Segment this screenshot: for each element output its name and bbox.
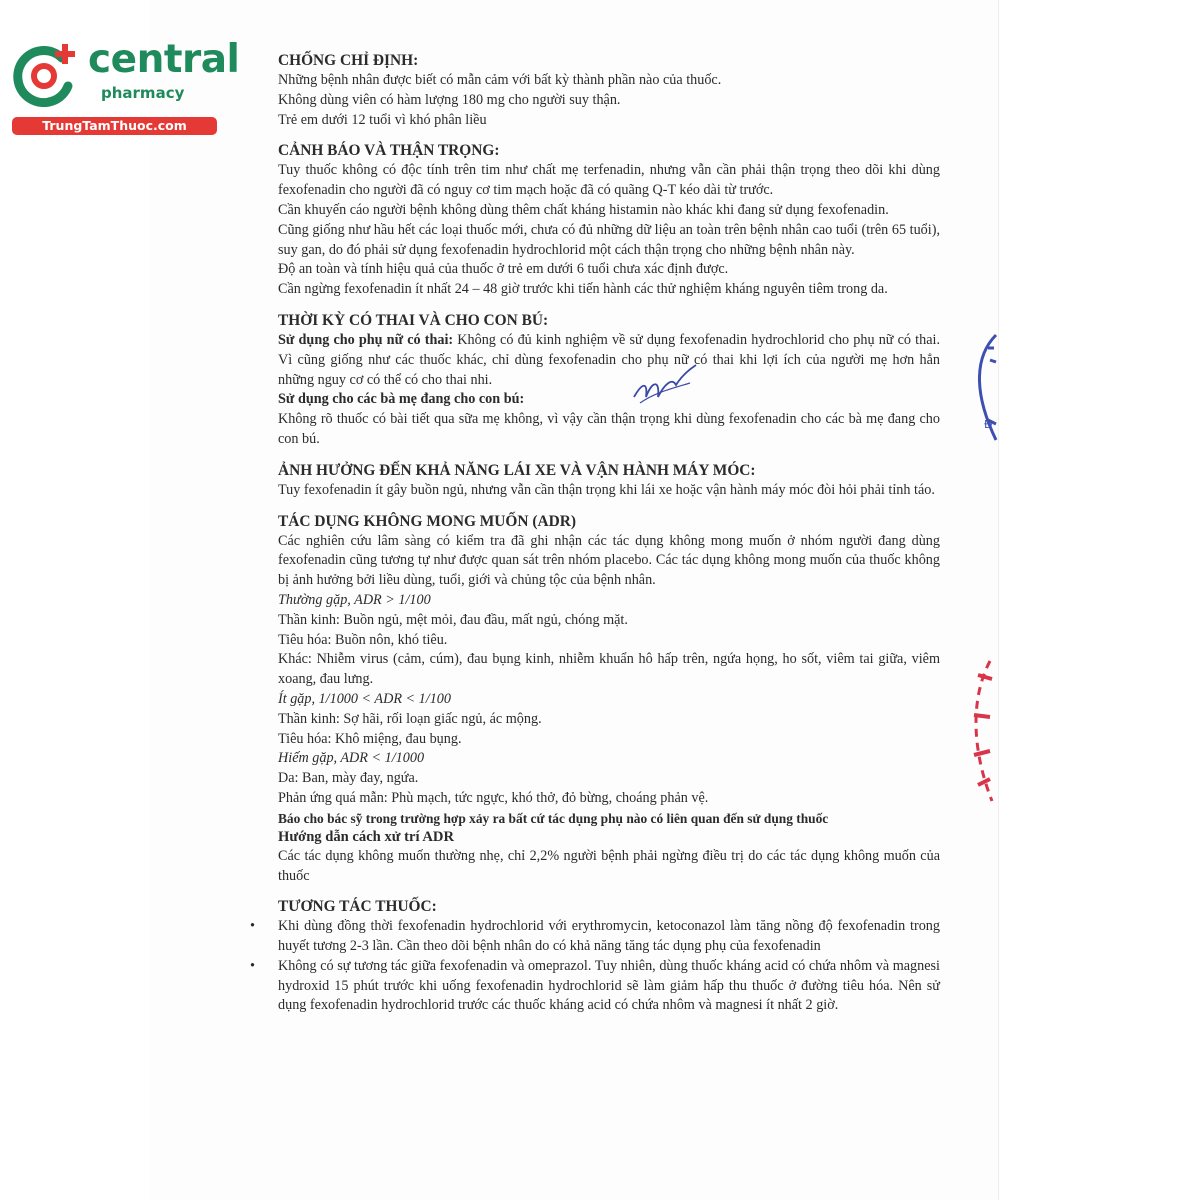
list-item bbox=[250, 957, 940, 1016]
brand-url[interactable]: TrungTamThuoc.com bbox=[12, 117, 217, 135]
interactions-list bbox=[250, 917, 940, 1016]
adr-item: Thần kinh: Buồn ngủ, mệt mỏi, đau đầu, mất ngủ, chóng mặt. bbox=[278, 611, 628, 628]
adr-management-heading: Hướng dẫn cách xử trí ADR bbox=[278, 828, 455, 845]
pregnancy-paragraph bbox=[278, 331, 940, 390]
brand-subtitle: pharmacy bbox=[101, 84, 185, 102]
adr-uncommon-label: Ít gặp, 1/1000 < ADR < 1/100 bbox=[278, 690, 451, 707]
contraindication-line: Những bệnh nhân được biết có mẫn cảm với bất kỳ thành phần nào của thuốc. bbox=[278, 72, 722, 88]
adr-item: Khác: Nhiễm virus (cảm, cúm), đau bụng kinh, nhiễm khuẩn hô hấp trên, ngứa họng, ho sốt, viêm tai giữa, viêm xoang, đau lưng. bbox=[278, 651, 940, 688]
adr-item: Thần kinh: Sợ hãi, rối loạn giấc ngủ, ác mộng. bbox=[278, 710, 542, 727]
adr-item: Tiêu hóa: Buồn nôn, khó tiêu. bbox=[278, 631, 448, 648]
bullet-icon: • bbox=[250, 918, 255, 935]
pregnancy-subheading: Sử dụng cho phụ nữ có thai: bbox=[278, 331, 454, 348]
adr-intro: Các nghiên cứu lâm sàng có kiểm tra đã ghi nhận các tác dụng không mong muốn ở nhóm người đang dùng fexofenadin cũng tương tự như được quan sát trên nhóm placebo. Các tác dụng không mong muốn của thuốc không bị ảnh hưởng bởi liều dùng, tuổi, giới và chủng tộc của bệnh nhân. bbox=[278, 532, 940, 589]
warning-paragraph: Độ an toàn và tính hiệu quả của thuốc ở trẻ em dưới 6 tuổi chưa xác định được. bbox=[278, 261, 729, 278]
driving-heading: ẢNH HƯỞNG ĐẾN KHẢ NĂNG LÁI XE VÀ VẬN HÀNH MÁY MÓC: bbox=[278, 461, 756, 479]
pregnancy-heading: THỜI KỲ CÓ THAI VÀ CHO CON BÚ: bbox=[278, 311, 549, 329]
pregnancy-text: Không có đủ kinh nghiệm về sử dụng fexofenadin hydrochlorid cho phụ nữ có thai. Vì cũng giống như các thuốc khác, chỉ dùng fexofenadin cho phụ nữ có thai khi lợi ích của người mẹ hơn hẳn những nguy cơ có thể có cho thai nhi. bbox=[278, 331, 940, 388]
document-body bbox=[250, 50, 940, 1016]
warning-paragraph: Tuy thuốc không có độc tính trên tim như chất mẹ terfenadin, nhưng vẫn cần phải thận trọng theo dõi khi dùng fexofenadin cho người đã có nguy cơ tim mạch hoặc đã có quãng Q-T kéo dài từ trước. bbox=[278, 162, 940, 199]
breastfeeding-text: Không rõ thuốc có bài tiết qua sữa mẹ không, vì vậy cần thận trọng khi dùng fexofenadin cho các bà mẹ đang cho con bú. bbox=[278, 411, 940, 447]
contraindication-line: Trẻ em dưới 12 tuổi vì khó phân liều bbox=[278, 111, 487, 128]
warnings-heading: CẢNH BÁO VÀ THẬN TRỌNG: bbox=[278, 142, 500, 160]
interactions-heading: TƯƠNG TÁC THUỐC: bbox=[278, 898, 437, 916]
adr-notice: Báo cho bác sỹ trong trường hợp xảy ra bất cứ tác dụng phụ nào có liên quan đến sử dụng thuốc bbox=[278, 810, 829, 826]
brand-name: central bbox=[88, 37, 240, 82]
adr-item: Phản ứng quá mẫn: Phù mạch, tức ngực, khó thở, đỏ bừng, choáng phản vệ. bbox=[278, 789, 709, 806]
central-pharmacy-logo[interactable] bbox=[10, 36, 240, 136]
adr-management-text: Các tác dụng không muốn thường nhẹ, chỉ 2,2% người bệnh phải ngừng điều trị do các tác dụng không muốn của thuốc bbox=[278, 847, 940, 884]
adr-item: Da: Ban, mày đay, ngứa. bbox=[278, 770, 419, 787]
interaction-text: Không có sự tương tác giữa fexofenadin và omeprazol. Tuy nhiên, dùng thuốc kháng acid có chứa nhôm và magnesi hydroxid 15 phút trước khi uống fexofenadin hydrochlorid sẽ làm giảm hấp thu thuốc ở đường tiêu hóa. Nên sử dụng fexofenadin hydrochlorid trước các thuốc kháng acid có chứa nhôm và magnesi ít nhất 2 giờ. bbox=[278, 957, 940, 1014]
adr-heading: TÁC DỤNG KHÔNG MONG MUỐN (ADR) bbox=[278, 512, 576, 530]
warning-paragraph: Cần khuyến cáo người bệnh không dùng thêm chất kháng histamin nào khác khi đang sử dụng fexofenadin. bbox=[278, 201, 889, 218]
adr-rare-label: Hiếm gặp, ADR < 1/1000 bbox=[278, 750, 425, 767]
adr-common-label: Thường gặp, ADR > 1/100 bbox=[278, 591, 431, 608]
contraindication-line: Không dùng viên có hàm lượng 180 mg cho người suy thận. bbox=[278, 91, 621, 108]
driving-text: Tuy fexofenadin ít gây buồn ngủ, nhưng vẫn cần thận trọng khi lái xe hoặc vận hành máy móc đòi hỏi phải tỉnh táo. bbox=[278, 481, 935, 498]
list-item bbox=[250, 917, 940, 957]
bullet-icon: • bbox=[250, 957, 255, 974]
warning-paragraph: Cần ngừng fexofenadin ít nhất 24 – 48 giờ trước khi tiến hành các thử nghiệm kháng nguyên tiêm trong da. bbox=[278, 281, 888, 298]
pharmacy-cross-icon bbox=[10, 40, 80, 110]
stamp-fragment-red bbox=[964, 655, 1000, 805]
adr-item: Tiêu hóa: Khô miệng, đau bụng. bbox=[278, 730, 462, 747]
svg-text:Đ: Đ bbox=[984, 418, 993, 431]
warning-paragraph: Cũng giống như hầu hết các loại thuốc mới, chưa có đủ những dữ liệu an toàn trên bệnh nhân cao tuổi (trên 65 tuổi), suy gan, do đó phải sử dụng fexofenadin hydrochlorid một cách thận trọng cho những bệnh nhân này. bbox=[278, 221, 940, 258]
stamp-fragment-blue bbox=[966, 330, 1000, 445]
interaction-text: Khi dùng đồng thời fexofenadin hydrochlorid với erythromycin, ketoconazol làm tăng nồng độ fexofenadin trong huyết tương 2-3 lần. Cần theo dõi bệnh nhân do có khả năng tăng tác dụng phụ của fexofenadin bbox=[278, 918, 940, 955]
breastfeeding-subheading: Sử dụng cho các bà mẹ đang cho con bú: bbox=[278, 391, 525, 408]
contraindications-heading: CHỐNG CHỈ ĐỊNH: bbox=[278, 52, 419, 69]
